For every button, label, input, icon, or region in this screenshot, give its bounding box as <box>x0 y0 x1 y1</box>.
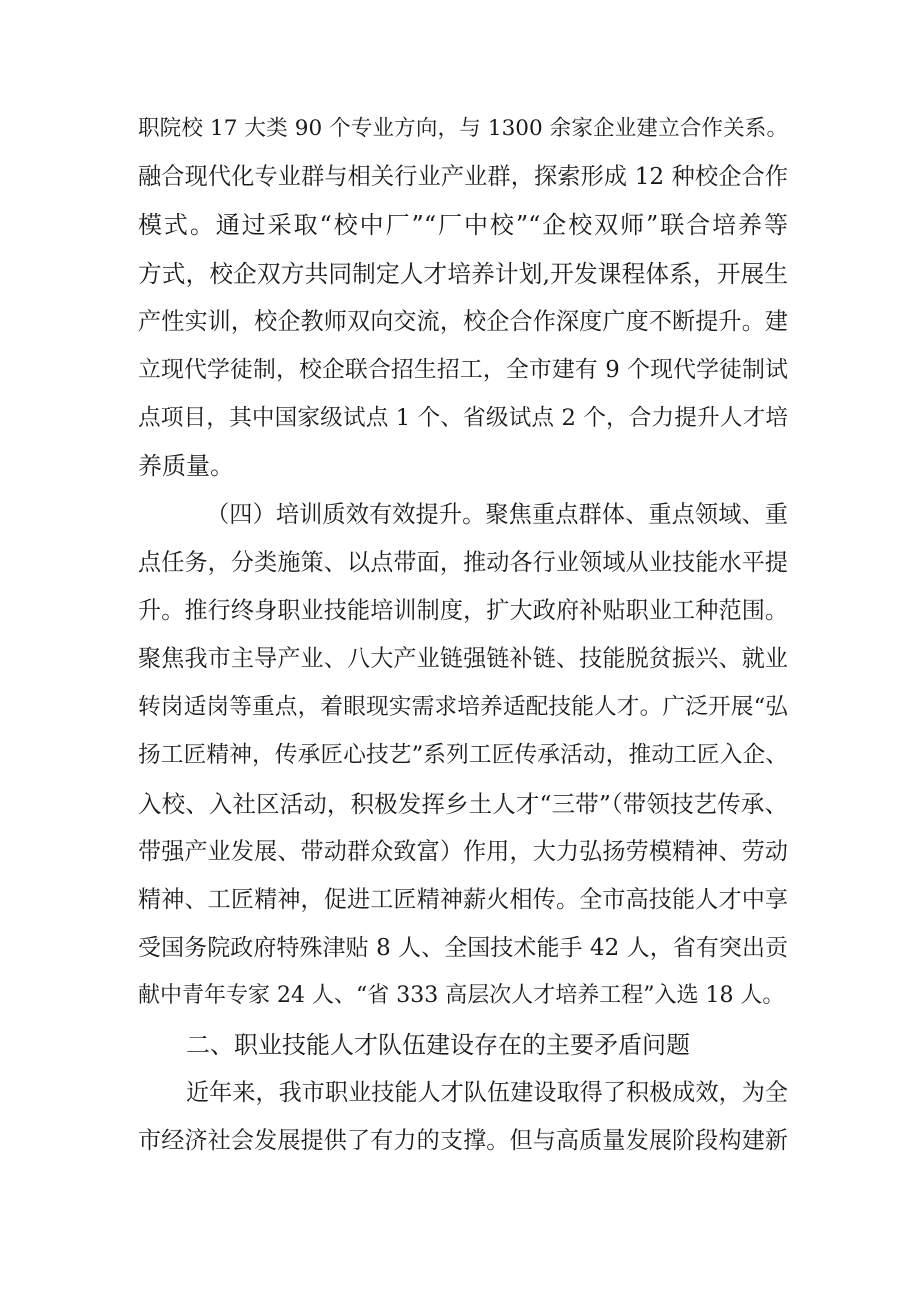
paragraph-line: 受国务院政府特殊津贴 8 人、全国技术能手 42 人，省有突出贡 <box>138 935 788 962</box>
paragraph-line: 入校、入社区活动，积极发挥乡土人才“三带”（带领技艺传承、 <box>138 789 788 818</box>
document-body <box>138 105 788 1165</box>
paragraph-line: 扬工匠精神，传承匠心技艺”系列工匠传承活动，推动工匠入企、 <box>138 742 788 769</box>
paragraph-line: 市经济社会发展提供了有力的支撑。但与高质量发展阶段构建新 <box>138 1127 788 1154</box>
paragraph-first-line: （四）培训质效有效提升。聚焦重点群体、重点领域、重 <box>206 500 788 528</box>
paragraph-line: 带强产业发展、带动群众致富）作用，大力弘扬劳模精神、劳动 <box>138 838 788 865</box>
paragraph-line: 养质量。 <box>138 452 234 481</box>
paragraph-line: 精神、工匠精神，促进工匠精神薪火相传。全市高技能人才中享 <box>138 887 788 913</box>
paragraph-line: 融合现代化专业群与相关行业产业群，探索形成 12 种校企合作 <box>138 164 788 191</box>
paragraph-line: 立现代学徒制，校企联合招生招工，全市建有 9 个现代学徒制试 <box>138 356 788 383</box>
paragraph-line: 职院校 17 大类 90 个专业方向，与 1300 余家企业建立合作关系。 <box>138 116 788 141</box>
paragraph-line: 点任务，分类施策、以点带面，推动各行业领域从业技能水平提 <box>138 549 788 576</box>
paragraph-line: 聚焦我市主导产业、八大产业链强链补链、技能脱贫振兴、就业 <box>138 646 788 673</box>
paragraph-line: 模式。通过采取“校中厂”“厂中校”“企校双师”联合培养等 <box>138 211 788 240</box>
paragraph-line: 方式，校企双方共同制定人才培养计划,开发课程体系，开展生 <box>138 259 788 288</box>
paragraph-line: 升。推行终身职业技能培训制度，扩大政府补贴职业工种范围。 <box>138 597 788 624</box>
paragraph-line: 献中青年专家 24 人、“省 333 高层次人才培养工程”入选 18 人。 <box>138 983 785 1009</box>
section-heading: 二、职业技能人才队伍建设存在的主要矛盾问题 <box>186 1030 690 1059</box>
paragraph-first-line: 近年来，我市职业技能人才队伍建设取得了积极成效，为全 <box>186 1079 788 1106</box>
paragraph-line: 点项目，其中国家级试点 1 个、省级试点 2 个，合力提升人才培 <box>138 405 788 432</box>
paragraph-line: 转岗适岗等重点，着眼现实需求培养适配技能人才。广泛开展“弘 <box>138 694 788 721</box>
paragraph-line: 产性实训，校企教师双向交流，校企合作深度广度不断提升。建 <box>138 308 788 335</box>
